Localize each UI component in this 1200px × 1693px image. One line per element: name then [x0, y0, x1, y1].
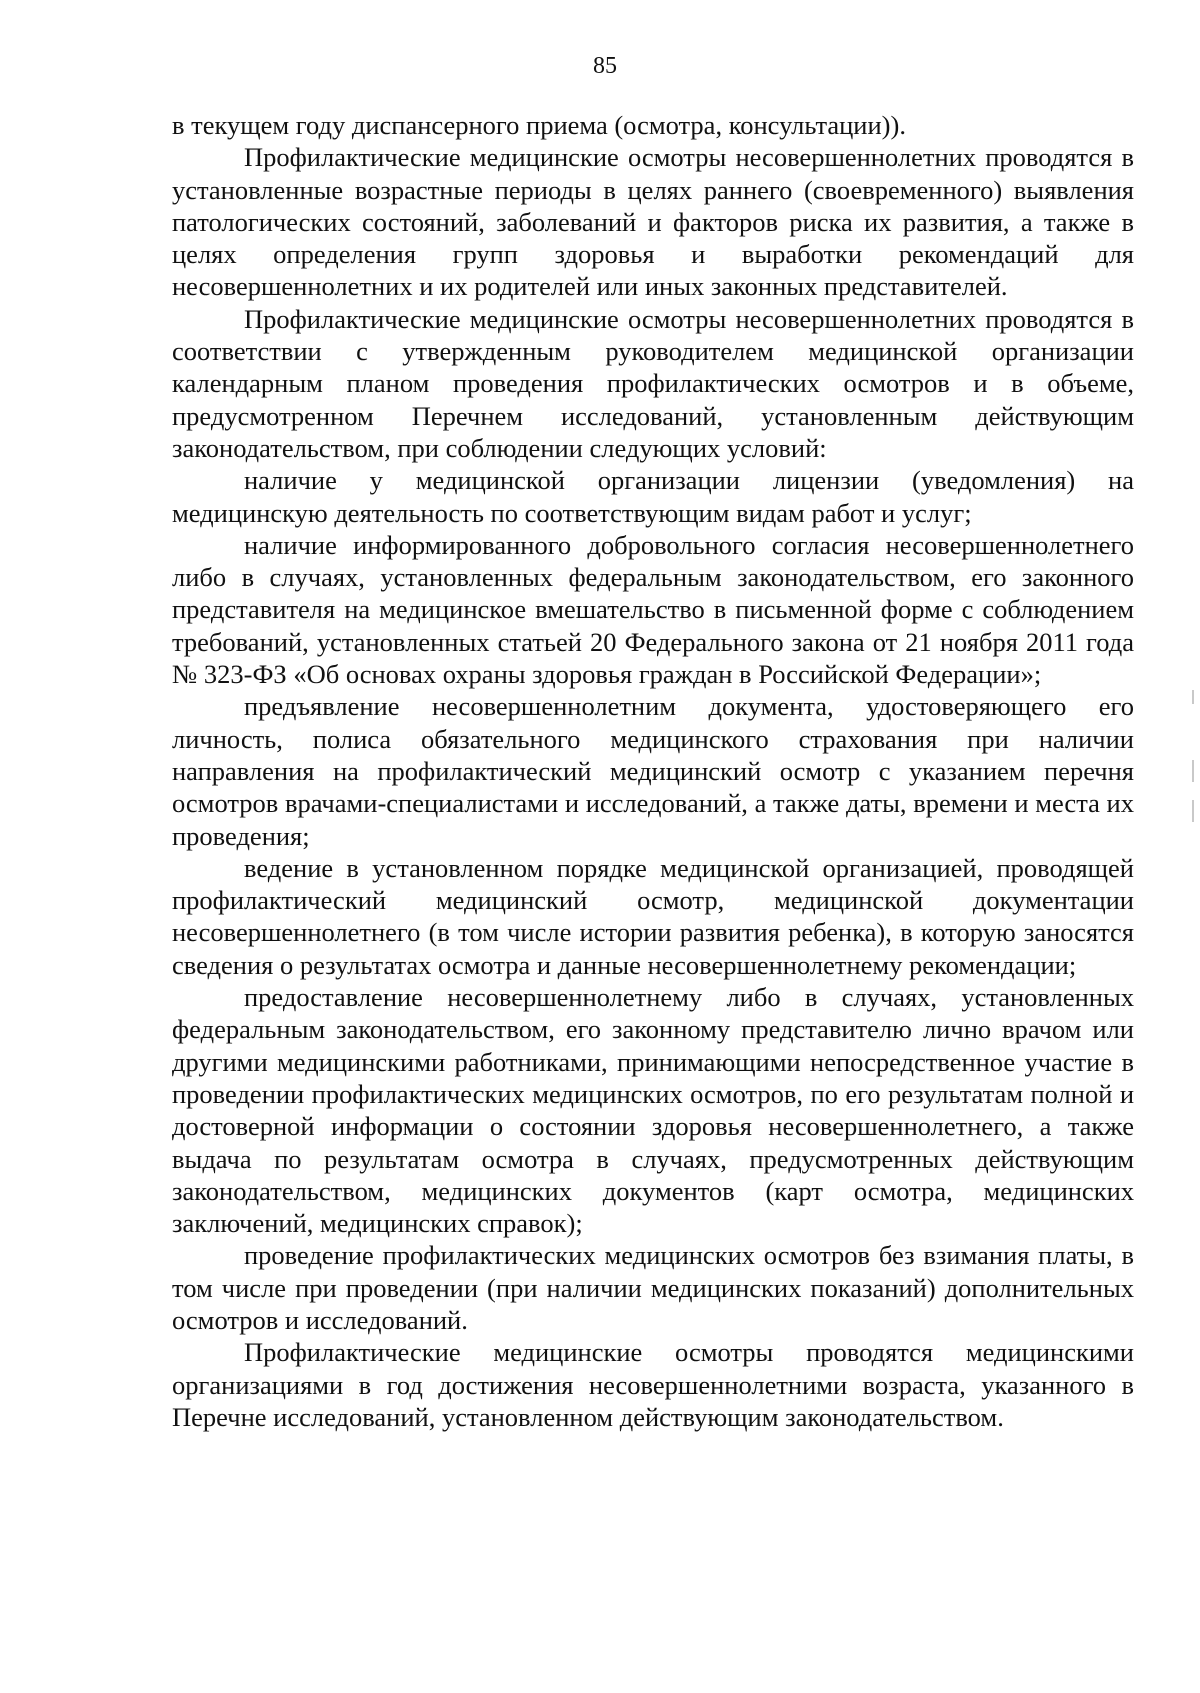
paragraph-exam-timing: Профилактические медицинские осмотры проводятся медицинскими организациями в год достижения несовершеннолетними возраста, указанного в Перечне исследований, установленном действующим законодательством.	[172, 1337, 1134, 1432]
document-body	[172, 109, 1134, 1433]
condition-medical-documentation: ведение в установленном порядке медицинской организацией, проводящей профилактический медицинский осмотр, медицинской документации несовершеннолетнего (в том числе истории развития ребенка), в которую заносятся сведения о результатах осмотра и данные несовершеннолетнему рекомендации;	[172, 852, 1134, 980]
condition-information-provision: предоставление несовершеннолетнему либо в случаях, установленных федеральным законодательством, его законному представителю лично врачом или другими медицинскими работниками, принимающими непосредственное участие в проведении профилактических медицинских осмотров, по его результатам полной и достоверной информации о состоянии здоровья несовершеннолетнего, а также выдача по результатам осмотра в случаях, предусмотренных действующим законодательством, медицинских документов (карт осмотра, медицинских заключений, медицинских справок);	[172, 982, 1134, 1239]
condition-identity-documents: предъявление несовершеннолетним документа, удостоверяющего его личность, полиса обязательного медицинского страхования при наличии направления на профилактический медицинский осмотр с указанием перечня осмотров врачами-специалистами и исследований, а также даты, времени и места их проведения;	[172, 691, 1134, 851]
scan-artifact-mark	[1192, 760, 1194, 782]
condition-informed-consent: наличие информированного добровольного согласия несовершеннолетнего либо в случаях, установленных федеральным законодательством, его законного представителя на медицинское вмешательство в письменной форме с соблюдением требований, установленных статьей 20 Федерального закона от 21 ноября 2011 года № 323-ФЗ «Об основах охраны здоровья граждан в Российской Федерации»;	[172, 529, 1134, 690]
condition-free-of-charge: проведение профилактических медицинских осмотров без взимания платы, в том числе при проведении (при наличии медицинских показаний) дополнительных осмотров и исследований.	[172, 1240, 1134, 1335]
scan-artifact-mark	[1192, 800, 1194, 822]
scan-artifact-mark	[1192, 690, 1194, 704]
condition-license: наличие у медицинской организации лицензии (уведомления) на медицинскую деятельность по соответствующим видам работ и услуг;	[172, 465, 1134, 528]
paragraph-preventive-exams-conditions: Профилактические медицинские осмотры несовершеннолетних проводятся в соответствии с утвержденным руководителем медицинской организации календарным планом проведения профилактических осмотров и в объеме, предусмотренном Перечнем исследований, установленным действующим законодательством, при соблюдении следующих условий:	[172, 303, 1134, 463]
paragraph-preventive-exams-purpose: Профилактические медицинские осмотры несовершеннолетних проводятся в установленные возрастные периоды в целях раннего (своевременного) выявления патологических состояний, заболеваний и факторов риска их развития, а также в целях определения групп здоровья и выработки рекомендаций для несовершеннолетних и их родителей или иных законных представителей.	[172, 142, 1134, 302]
paragraph-continuation: в текущем году диспансерного приема (осмотра, консультации)).	[172, 110, 906, 140]
page-number: 85	[593, 53, 617, 79]
